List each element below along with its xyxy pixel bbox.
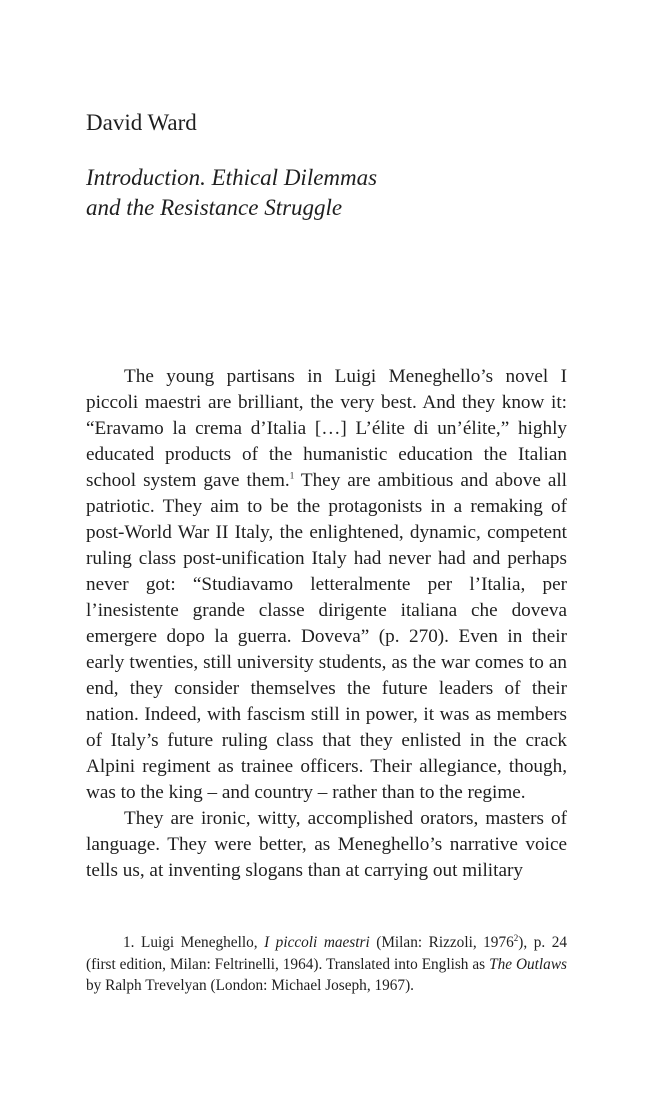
paragraph-1-part-2: They are ambitious and above all patriotic. They aim to be the protagonists in a remaking of post-World War II Italy, the enlightened, dynamic, competent ruling class post-unification Italy had never had and perhaps never got: “Studiavamo letteralmente per l’Italia, per l’inesistente grande classe dirigente italiana che doveva emergere dopo la guerra. Doveva” (p. 270). Even in their early twenties, still university students, as the war comes to an end, they consider themselves the future leaders of their nation. Indeed, with fascism still in power, it was as members of Italy’s future ruling class that they enlisted in the crack Alpini regiment as trainee officers. Their allegiance, though, was to the king – and country – rather than to the regime. (86, 470, 567, 803)
footnote-reference-1: 1 (289, 470, 295, 481)
footnote-1-details: ), p. 24 (first edition, Milan: Feltrinelli, 1964). Translated into English as (86, 934, 567, 973)
footnote-1-edition-superscript: 2 (513, 932, 519, 943)
body-text (86, 364, 567, 884)
chapter-title-line-1: Introduction. Ethical Dilemmas (86, 165, 378, 190)
paragraph-2: They are ironic, witty, accomplished orators, masters of language. They were better, as Meneghello’s narrative voice tells us, at inventing slogans than at carrying out military (86, 808, 567, 881)
footnote-1-lead: 1. Luigi Meneghello, (123, 934, 265, 951)
paragraph-1 (86, 364, 567, 806)
paragraph-1-part-1: The young partisans in Luigi Meneghello’s novel I piccoli maestri are brilliant, the very best. And they know it: “Eravamo la crema d’Italia […] L’élite di un’élite,” highly educated products of the humanistic education the Italian school system gave them. (86, 366, 567, 491)
footnote-1-publisher: (Milan: Rizzoli, 1976 (369, 934, 514, 951)
footnote-1-translation-details: by Ralph Trevelyan (London: Michael Joseph, 1967). (86, 977, 414, 994)
footnote-1 (86, 932, 567, 997)
chapter-author: David Ward (86, 110, 197, 135)
footnotes (86, 932, 567, 997)
footnote-1-translation-title: The Outlaws (489, 955, 567, 973)
chapter-title-line-2: and the Resistance Struggle (86, 195, 343, 220)
footnote-1-book-title: I piccoli maestri (264, 934, 370, 951)
chapter-title (86, 163, 377, 223)
